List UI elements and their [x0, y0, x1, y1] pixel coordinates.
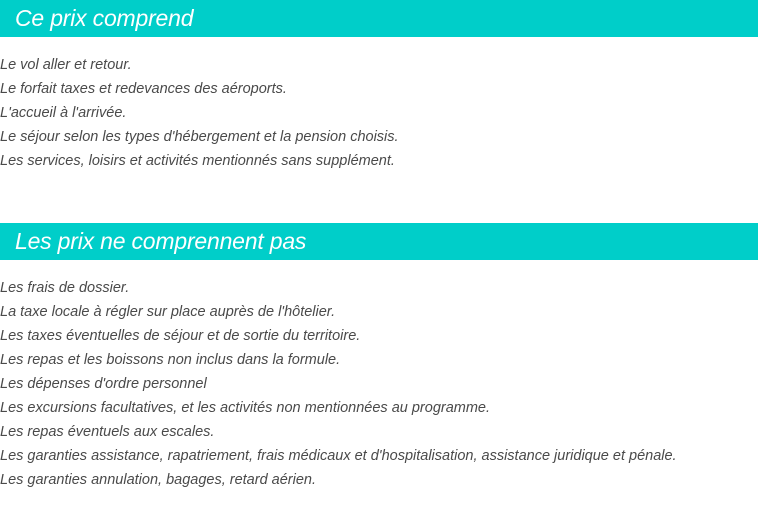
excluded-item: Les frais de dossier. [0, 280, 130, 296]
included-item: Le vol aller et retour. [0, 57, 132, 73]
excluded-item: Les taxes éventuelles de séjour et de sortie du territoire. [0, 328, 361, 344]
excluded-item: Les excursions facultatives, et les activités non mentionnées au programme. [0, 400, 491, 416]
excluded-item: Les repas éventuels aux escales. [0, 424, 215, 440]
excluded-item: La taxe locale à régler sur place auprès de l'hôtelier. [0, 304, 336, 320]
excluded-item: Les repas et les boissons non inclus dans la formule. [0, 352, 341, 368]
included-item: Le forfait taxes et redevances des aéroports. [0, 81, 287, 97]
excluded-item: Les garanties annulation, bagages, retard aérien. [0, 472, 316, 488]
excluded-section-title: Les prix ne comprennent pas [0, 223, 758, 260]
excluded-item: Les dépenses d'ordre personnel [0, 376, 207, 392]
included-list [0, 53, 399, 173]
included-item: L'accueil à l'arrivée. [0, 105, 127, 121]
excluded-list [0, 276, 677, 492]
included-item: Le séjour selon les types d'hébergement et la pension choisis. [0, 129, 399, 145]
included-section-title: Ce prix comprend [0, 0, 758, 37]
excluded-item: Les garanties assistance, rapatriement, frais médicaux et d'hospitalisation, assistance juridique et pénale. [0, 448, 677, 464]
included-item: Les services, loisirs et activités mentionnés sans supplément. [0, 153, 395, 169]
